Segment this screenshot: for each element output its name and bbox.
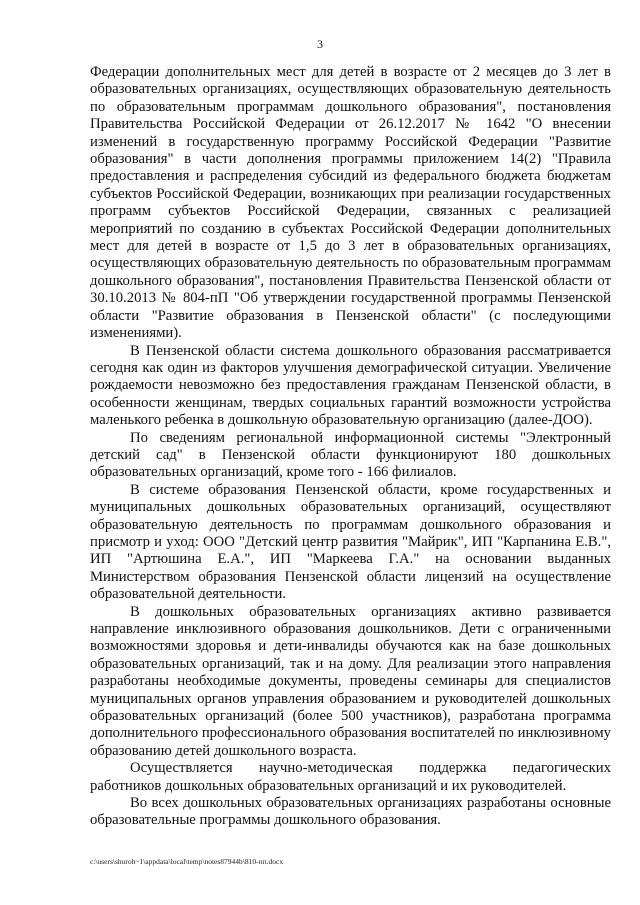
paragraph-preschool-system: В Пензенской области система дошкольного образования рассматривается сегодня как один из факторов улучшения демографической ситуации. Увеличение рождаемости невозможно без предоставления гражданам Пензенской области, в особенности женщинам, твердых социальных гарантий возможности устройства маленького ребенка в дошкольную образовательную организацию (далее-ДОО). (90, 342, 611, 429)
paragraph-educational-programs: Во всех дошкольных образовательных организациях разработаны основные образовательные программы дошкольного образования. (90, 795, 611, 829)
paragraph-private-providers: В системе образования Пензенской области, кроме государственных и муниципальных дошкольных образовательных организаций, осуществляют образовательную деятельность по программам дошкольного образования и присмотр и уход: ООО "Детский центр развития "Майрик", ИП "Карпанина Е.В.", ИП "Артюшина Е.А.", ИП "Маркеева Г.А." на основании выданных Министерством образования Пензенской области лицензий на осуществление образовательной деятельности. (90, 481, 611, 603)
paragraph-electronic-kindergarten: По сведениям региональной информационной системы "Электронный детский сад" в Пензенской области функционируют 180 дошкольных образовательных организаций, кроме того - 166 филиалов. (90, 429, 611, 481)
document-body (90, 64, 611, 830)
footer-file-path: c:\users\shuroh~1\appdata\local\temp\notes87944b\810-пп.docx (90, 857, 284, 866)
paragraph-methodological-support: Осуществляется научно-методическая поддержка педагогических работников дошкольных образовательных организаций и их руководителей. (90, 760, 611, 794)
page-number: 3 (317, 37, 323, 51)
paragraph-inclusive-education: В дошкольных образовательных организациях активно развивается направление инклюзивного образования дошкольников. Дети с ограниченными возможностями здоровья и дети-инвалиды обучаются как на базе дошкольных образовательных организаций, так и на дому. Для реализации этого направления разработаны необходимые документы, проведены семинары для специалистов муниципальных органов управления образованием и руководителей дошкольных образовательных организаций (более 500 участников), разработана программа дополнительного профессионального образования воспитателей по инклюзивному образованию детей дошкольного возраста. (90, 603, 611, 759)
paragraph-legal-references: Федерации дополнительных мест для детей в возрасте от 2 месяцев до 3 лет в образовательных организациях, осуществляющих образовательную деятельность по образовательным программам дошкольного образования", постановления Правительства Российской Федерации от 26.12.2017 № 1642 "О внесении изменений в государственную программу Российской Федерации "Развитие образования" в части дополнения программы приложением 14(2) "Правила предоставления и распределения субсидий из федерального бюджета бюджетам субъектов Российской Федерации, возникающих при реализации государственных программ субъектов Российской Федерации, связанных с реализацией мероприятий по созданию в субъектах Российской Федерации дополнительных мест для детей в возрасте от 1,5 до 3 лет в образовательных организациях, осуществляющих образовательную деятельность по образовательным программам дошкольного образования", постановления Правительства Пензенской области от 30.10.2013 № 804-пП "Об утверждении государственной программы Пензенской области "Развитие образования в Пензенской области" (с последующими изменениями). (90, 64, 611, 342)
